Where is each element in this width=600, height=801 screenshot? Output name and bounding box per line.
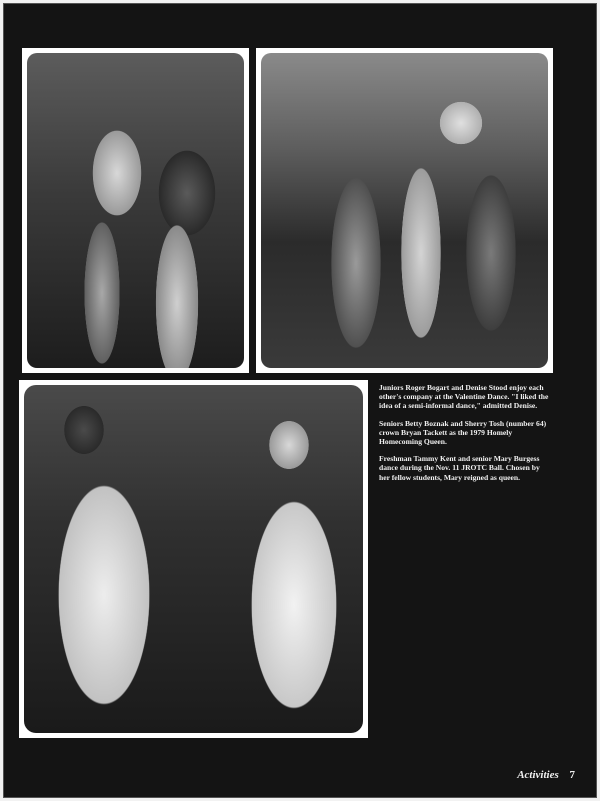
- caption-valentine-dance: Juniors Roger Bogart and Denise Stood enjoy each other's company at the Valentine Dance. "I liked the idea of a semi-informal dance," admitted Denise.: [379, 383, 549, 411]
- caption-homecoming-crowning: Seniors Betty Boznak and Sherry Tosh (number 64) crown Bryan Tackett as the 1979 Homely Homecoming Queen.: [379, 418, 547, 447]
- page-number: 7: [569, 769, 575, 781]
- photo-valentine-dance-image: [27, 53, 244, 368]
- caption-jrotc-ball: Freshman Tammy Kent and senior Mary Burgess dance during the Nov. 11 JROTC Ball. Chosen by her fellow students, Mary reigned as queen.: [379, 454, 540, 482]
- section-title: Activities: [517, 769, 559, 781]
- photo-jrotc-ball-image: [24, 385, 363, 733]
- photo-homely-homecoming-crowning: [256, 48, 553, 373]
- photo-jrotc-ball: [19, 380, 368, 738]
- page-footer: [517, 769, 575, 781]
- caption-block: [379, 383, 549, 490]
- photo-homely-homecoming-crowning-image: [261, 53, 548, 368]
- photo-valentine-dance: [22, 48, 249, 373]
